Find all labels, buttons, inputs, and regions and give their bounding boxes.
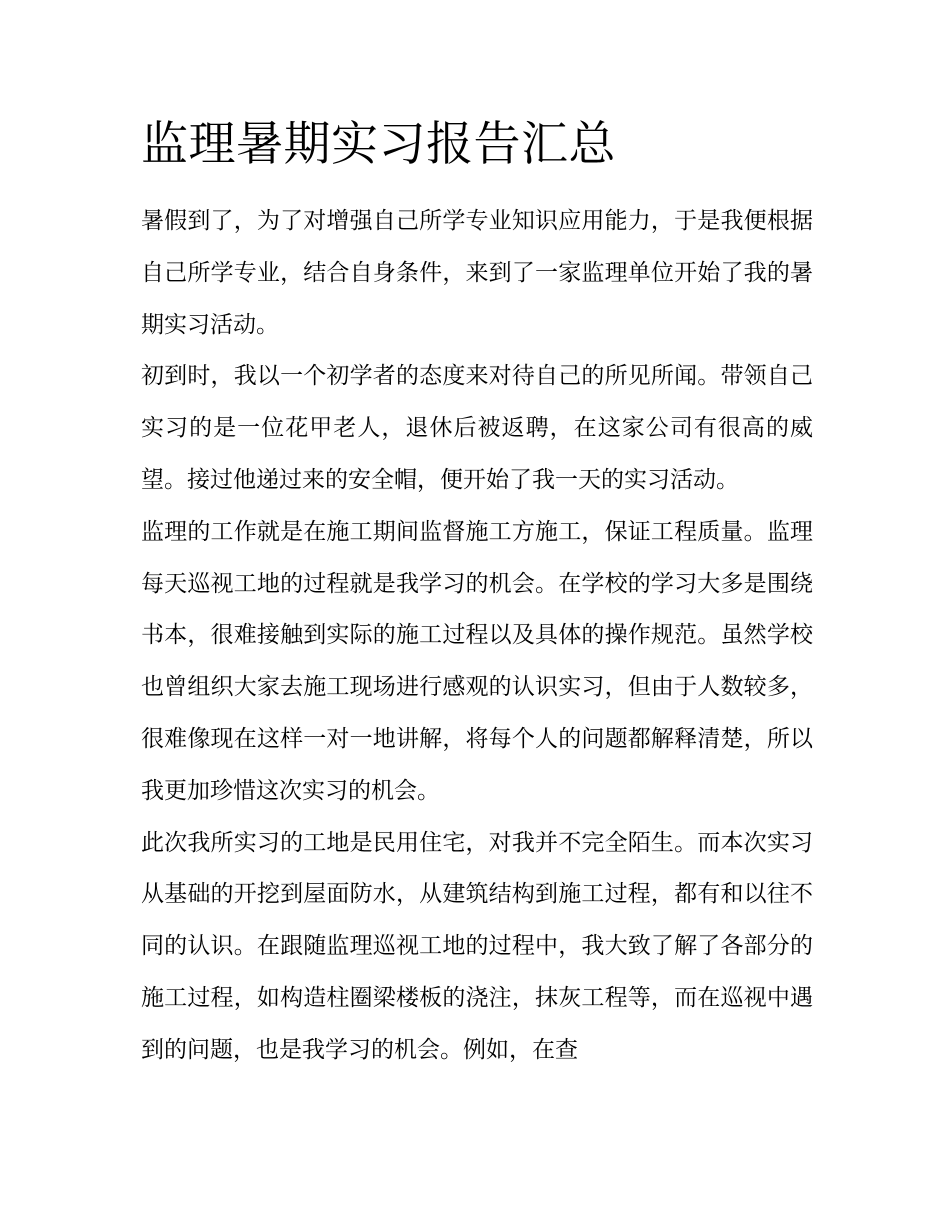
paragraph-2: 初到时，我以一个初学者的态度来对待自己的所见所闻。带领自己实习的是一位花甲老人，退休后被返聘，在这家公司有很高的威望。接过他递过来的安全帽，便开始了我一天的实习活动。 — [141, 363, 813, 493]
document-body — [141, 196, 813, 1077]
paragraph-3: 监理的工作就是在施工期间监督施工方施工，保证工程质量。监理每天巡视工地的过程就是我学习的机会。在学校的学习大多是围绕书本，很难接触到实际的施工过程以及具体的操作规范。虽然学校也曾组织大家去施工现场进行感观的认识实习，但由于人数较多，很难像现在这样一对一地讲解，将每个人的问题都解释清楚，所以我更加珍惜这次实习的机会。 — [141, 518, 813, 804]
paragraph-1: 暑假到了，为了对增强自己所学专业知识应用能力，于是我便根据自己所学专业，结合自身条件，来到了一家监理单位开始了我的暑期实习活动。 — [141, 208, 813, 338]
document-title: 监理暑期实习报告汇总 — [141, 117, 616, 172]
paragraph-4: 此次我所实习的工地是民用住宅，对我并不完全陌生。而本次实习从基础的开挖到屋面防水，从建筑结构到施工过程，都有和以往不同的认识。在跟随监理巡视工地的过程中，我大致了解了各部分的施工过程，如构造柱圈梁楼板的浇注，抹灰工程等，而在巡视中遇到的问题，也是我学习的机会。例如，在查 — [141, 829, 813, 1063]
